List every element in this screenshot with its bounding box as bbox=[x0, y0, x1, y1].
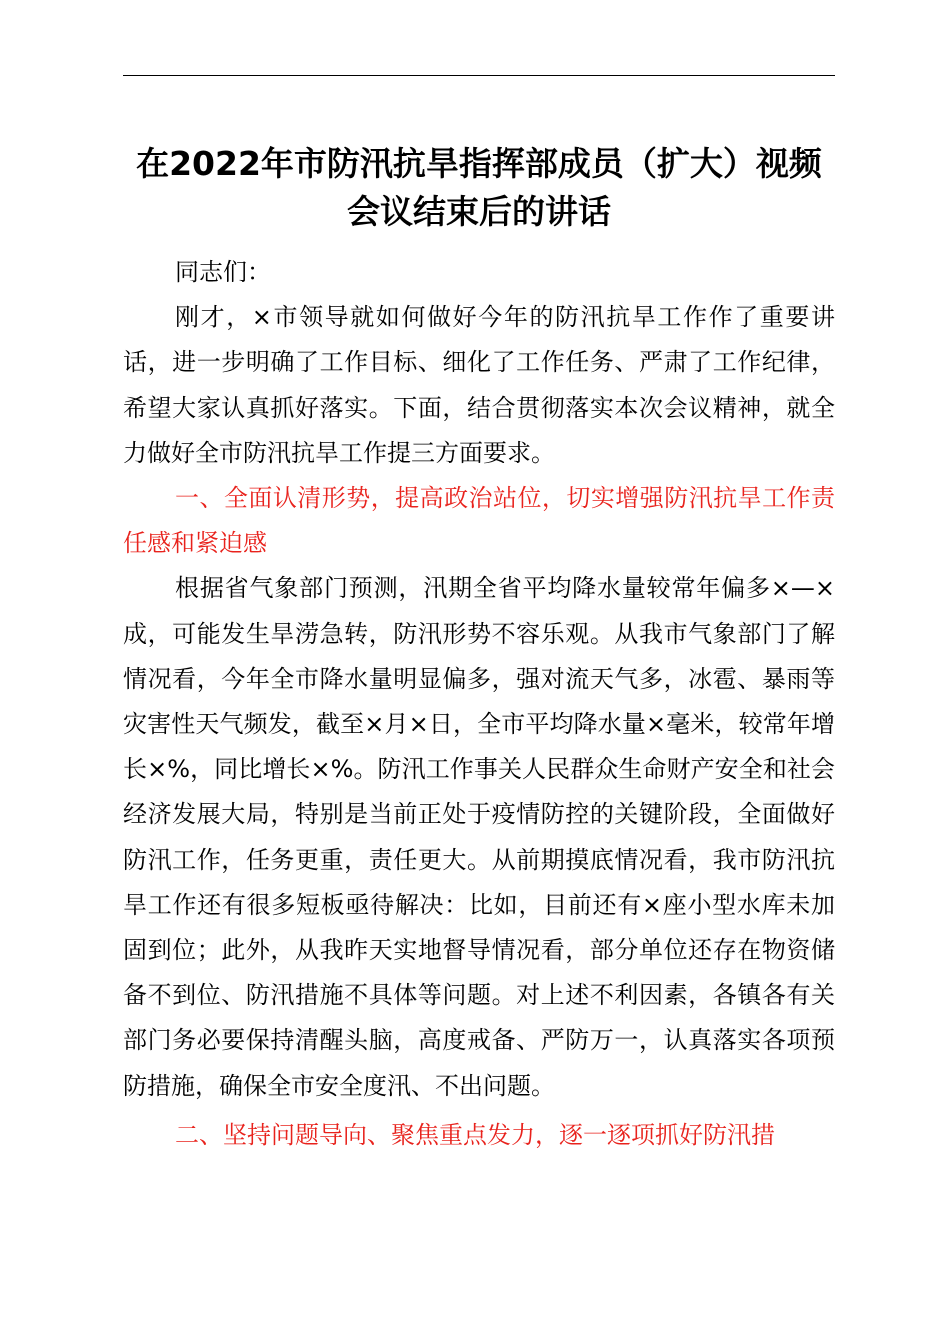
section-2-heading: 二、坚持问题导向、聚焦重点发力，逐一逐项抓好防汛措 bbox=[175, 1120, 775, 1149]
document-body bbox=[123, 250, 835, 1158]
header-rule bbox=[123, 75, 835, 76]
intro-paragraph: 刚才，×市领导就如何做好今年的防汛抗旱工作作了重要讲话，进一步明确了工作目标、细化了工作任务、严肃了工作纪律，希望大家认真抓好落实。下面，结合贯彻落实本次会议精神，就全力做好全市防汛抗旱工作提三方面要求。 bbox=[123, 303, 835, 467]
document-title: 在2022年市防汛抗旱指挥部成员（扩大）视频会议结束后的讲话 bbox=[136, 144, 822, 231]
section-1-paragraph: 根据省气象部门预测，汛期全省平均降水量较常年偏多×—×成，可能发生旱涝急转，防汛形势不容乐观。从我市气象部门了解情况看，今年全市降水量明显偏多，强对流天气多，冰雹、暴雨等灾害性天气频发，截至×月×日，全市平均降水量×毫米，较常年增长×%，同比增长×%。防汛工作事关人民群众生命财产安全和社会经济发展大局，特别是当前正处于疫情防控的关键阶段，全面做好防汛工作，任务更重，责任更大。从前期摸底情况看，我市防汛抗旱工作还有很多短板亟待解决：比如，目前还有×座小型水库未加固到位；此外，从我昨天实地督导情况看，部分单位还存在物资储备不到位、防汛措施不具体等问题。对上述不利因素，各镇各有关部门务必要保持清醒头脑，高度戒备、严防万一，认真落实各项预防措施，确保全市安全度汛、不出问题。 bbox=[123, 574, 835, 1100]
salutation: 同志们： bbox=[175, 258, 271, 286]
section-1-heading: 一、全面认清形势，提高政治站位，切实增强防汛抗旱工作责任感和紧迫感 bbox=[123, 484, 835, 558]
